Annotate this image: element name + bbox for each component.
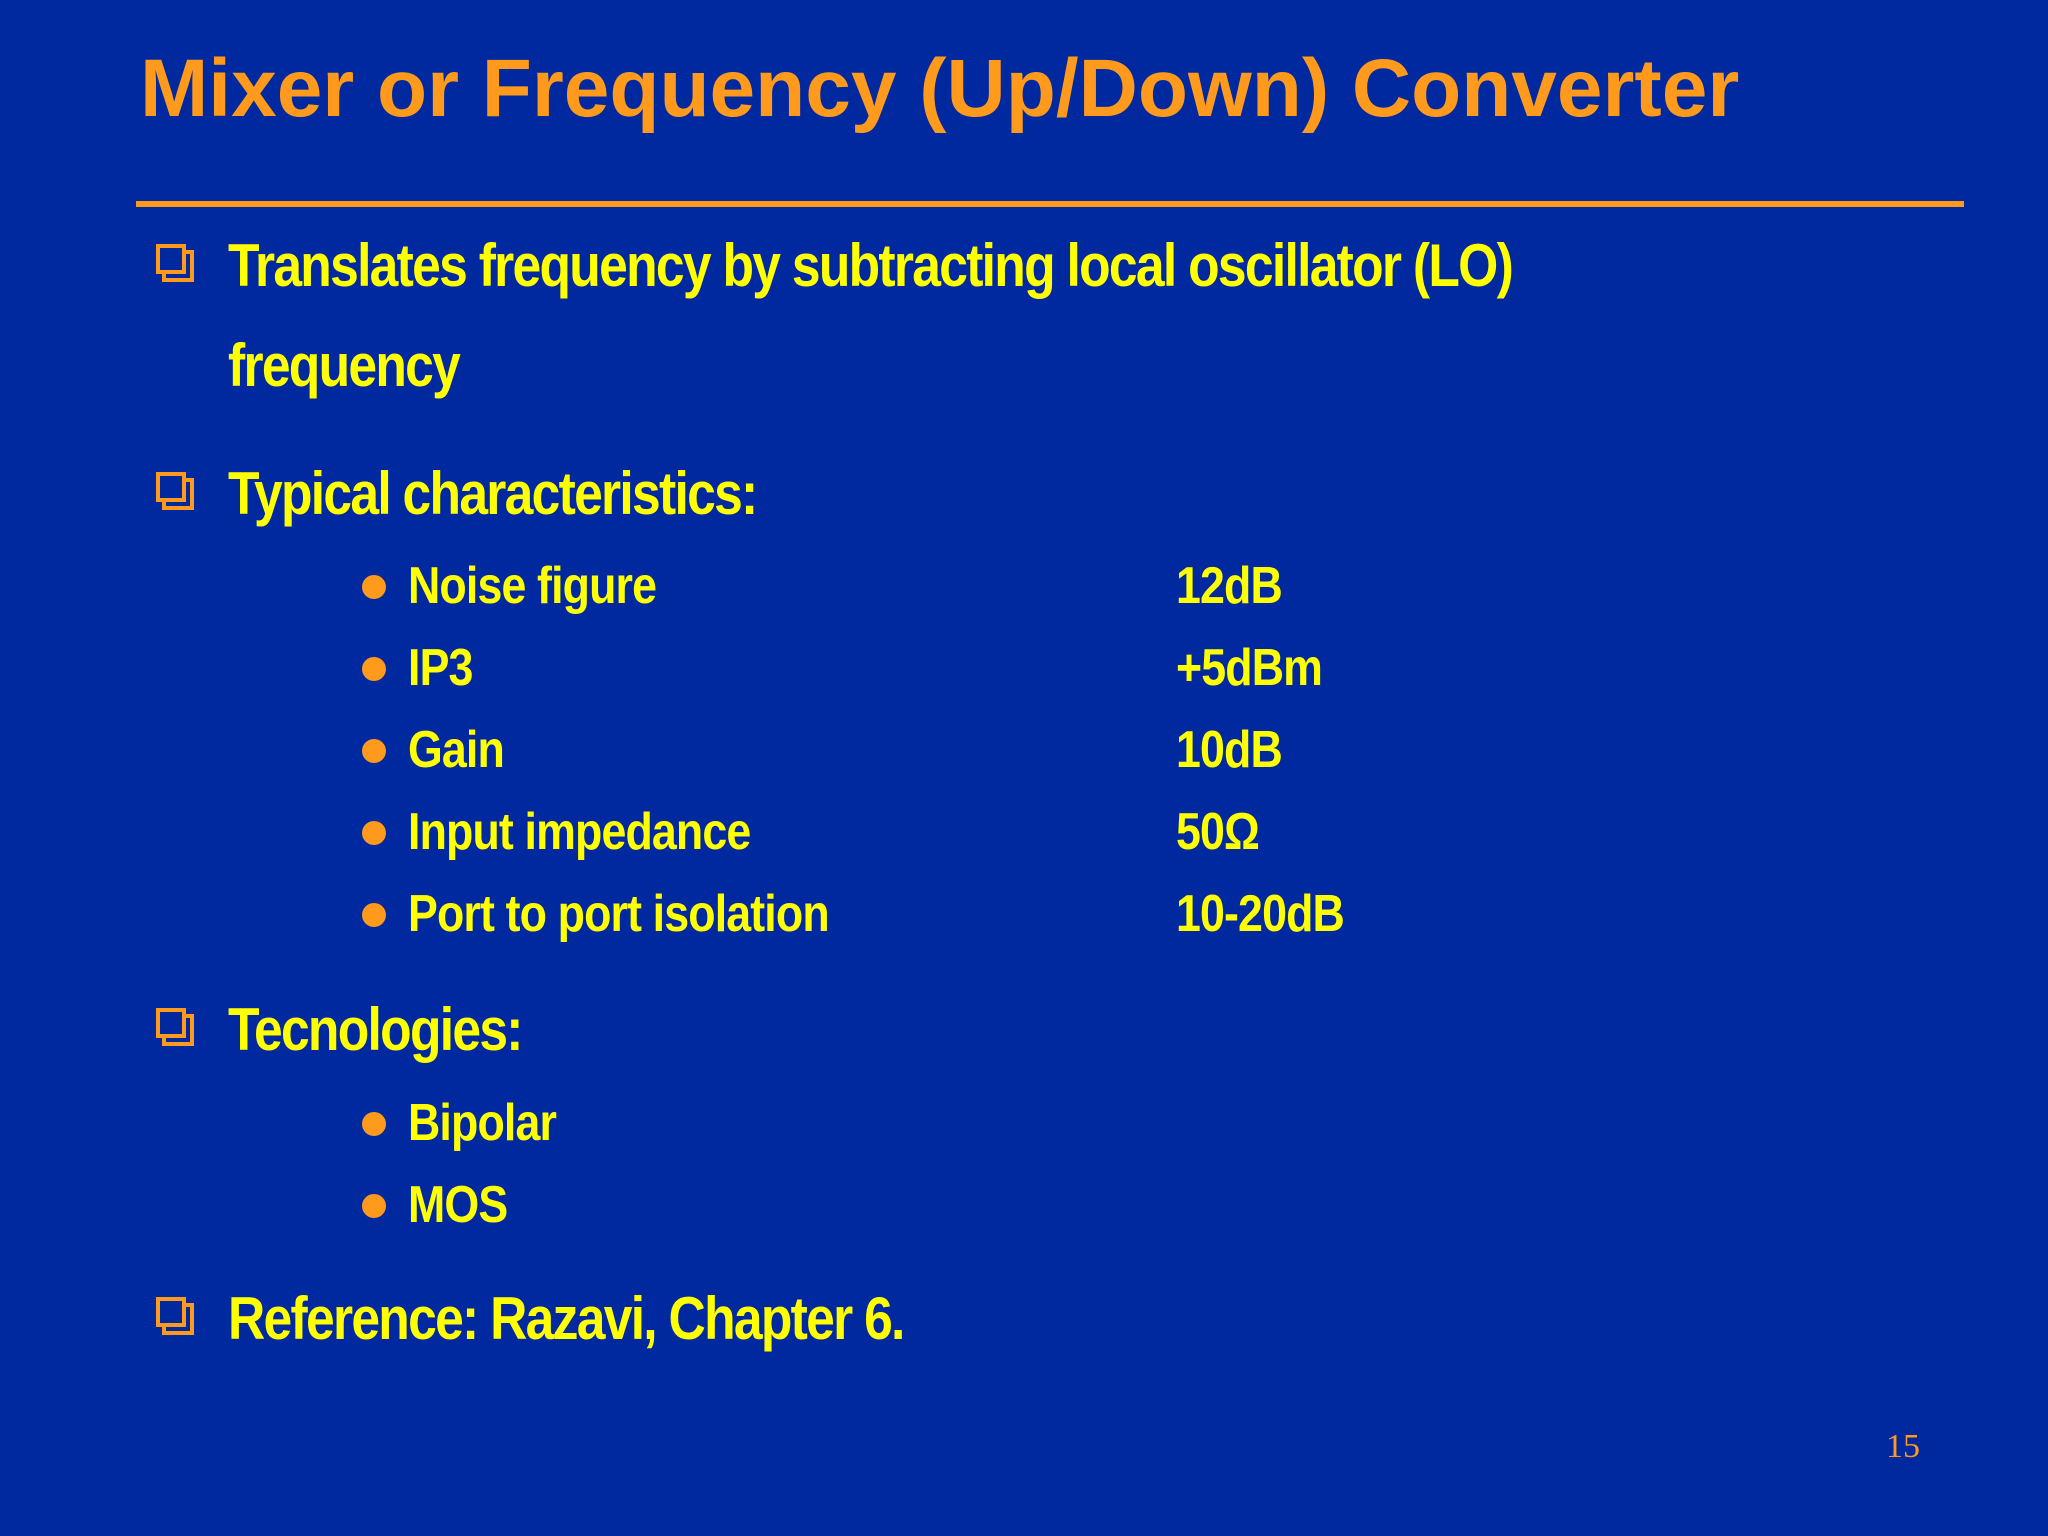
bullet-text-line: frequency bbox=[228, 332, 460, 399]
characteristic-label: IP3 bbox=[408, 639, 473, 697]
characteristic-label: Gain bbox=[408, 721, 504, 779]
filled-circle-icon bbox=[362, 1112, 386, 1136]
filled-circle-icon bbox=[362, 575, 386, 599]
characteristic-label: Port to port isolation bbox=[408, 885, 829, 943]
characteristic-label: Noise figure bbox=[408, 557, 657, 615]
characteristic-value: +5dBm bbox=[1176, 639, 1323, 697]
characteristic-value: 10-20dB bbox=[1176, 885, 1344, 943]
filled-circle-icon bbox=[362, 821, 386, 845]
hollow-square-icon bbox=[156, 244, 194, 282]
characteristic-label: Input impedance bbox=[408, 803, 751, 861]
title-underline bbox=[136, 201, 1964, 207]
filled-circle-icon bbox=[362, 739, 386, 763]
technology-label: Bipolar bbox=[408, 1094, 557, 1152]
filled-circle-icon bbox=[362, 1194, 386, 1218]
hollow-square-icon bbox=[156, 1008, 194, 1046]
filled-circle-icon bbox=[362, 657, 386, 681]
hollow-square-icon bbox=[156, 1297, 194, 1335]
technology-label: MOS bbox=[408, 1176, 508, 1234]
characteristic-value: 50Ω bbox=[1176, 803, 1260, 861]
page-number: 15 bbox=[1886, 1428, 1920, 1465]
hollow-square-icon bbox=[156, 472, 194, 510]
bullet-text-line: Translates frequency by subtracting local oscillator (LO) bbox=[228, 232, 1513, 299]
bullet-text-line: Tecnologies: bbox=[228, 996, 522, 1063]
bullet-text-line: Reference: Razavi, Chapter 6. bbox=[228, 1285, 904, 1352]
characteristic-value: 12dB bbox=[1176, 557, 1282, 615]
bullet-text-line: Typical characteristics: bbox=[228, 460, 757, 527]
characteristic-value: 10dB bbox=[1176, 721, 1282, 779]
slide-title: Mixer or Frequency (Up/Down) Converter bbox=[140, 43, 1740, 134]
filled-circle-icon bbox=[362, 903, 386, 927]
